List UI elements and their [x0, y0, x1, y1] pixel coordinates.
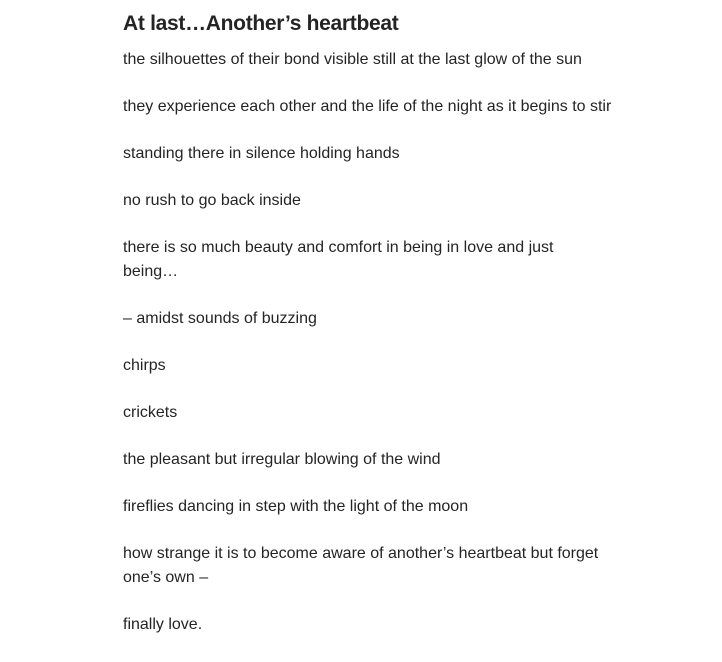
article-body	[123, 10, 613, 637]
poem-line: they experience each other and the life of the night as it begins to stir	[123, 98, 612, 115]
poem-line: fireflies dancing in step with the light of the moon	[123, 498, 469, 515]
poem-lines	[123, 48, 613, 637]
poem-line: the silhouettes of their bond visible still at the last glow of the sun	[123, 51, 582, 68]
poem-line: the pleasant but irregular blowing of the wind	[123, 451, 441, 468]
poem-line: how strange it is to become aware of another’s heartbeat but forget one’s own –	[123, 545, 599, 586]
post-title: At last…Another’s heartbeat	[123, 12, 399, 35]
poem-line: finally love.	[123, 616, 203, 633]
poem-line: there is so much beauty and comfort in being in love and just being…	[123, 239, 554, 280]
poem-line: – amidst sounds of buzzing	[123, 310, 317, 327]
poem-line: standing there in silence holding hands	[123, 145, 400, 162]
poem-line: crickets	[123, 404, 178, 421]
poem-line: chirps	[123, 357, 166, 374]
poem-line: no rush to go back inside	[123, 192, 301, 209]
